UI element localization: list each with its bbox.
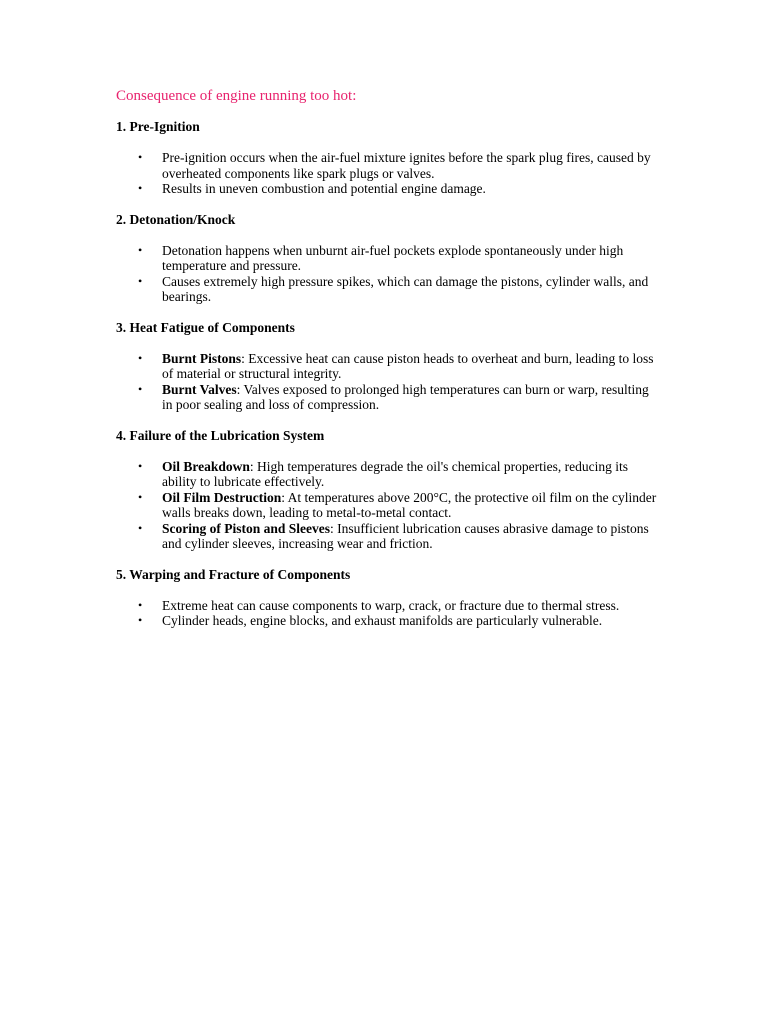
- bullet-icon: •: [138, 273, 143, 288]
- section-pre-ignition: [116, 119, 661, 197]
- list-item: [138, 381, 661, 413]
- list-item: [138, 242, 661, 274]
- section-heading: 4. Failure of the Lubrication System: [116, 427, 325, 443]
- bullet-icon: •: [138, 381, 143, 396]
- bullet-list: [116, 598, 661, 629]
- bullet-icon: •: [138, 181, 143, 195]
- section-heat-fatigue: [116, 320, 661, 413]
- section-detonation-knock: [116, 212, 661, 305]
- bullet-icon: •: [138, 150, 143, 164]
- bullet-icon: •: [138, 597, 143, 612]
- item-text: : Valves exposed to prolonged high temperatures can burn or warp, resulting in poor sealing and loss of compression.: [162, 381, 649, 412]
- list-item: [138, 181, 661, 197]
- list-item: [138, 489, 661, 521]
- bullet-list: [116, 150, 661, 197]
- item-text: Causes extremely high pressure spikes, which can damage the pistons, cylinder walls, and bearings.: [162, 273, 649, 304]
- item-term: Burnt Valves: [162, 381, 237, 397]
- item-text: Cylinder heads, engine blocks, and exhaust manifolds are particularly vulnerable.: [162, 613, 603, 628]
- section-heading: 3. Heat Fatigue of Components: [116, 319, 295, 335]
- list-item: [138, 150, 661, 181]
- item-text: Extreme heat can cause components to warp, crack, or fracture due to thermal stress.: [162, 597, 620, 613]
- list-item: [138, 350, 661, 382]
- section-warping-fracture: [116, 567, 661, 629]
- bullet-icon: •: [138, 520, 143, 535]
- bullet-list: [116, 459, 661, 552]
- bullet-list: [116, 351, 661, 413]
- bullet-icon: •: [138, 613, 143, 627]
- item-term: Scoring of Piston and Sleeves: [162, 520, 331, 536]
- list-item: [138, 613, 661, 629]
- item-term: Oil Breakdown: [162, 458, 250, 474]
- section-heading: 1. Pre-Ignition: [116, 119, 200, 134]
- section-heading: 5. Warping and Fracture of Components: [116, 566, 351, 582]
- list-item: [138, 273, 661, 305]
- item-text: : High temperatures degrade the oil's chemical properties, reducing its ability to lubricate effectively.: [162, 458, 628, 489]
- section-heading: 2. Detonation/Knock: [116, 211, 236, 227]
- section-lubrication-failure: [116, 428, 661, 552]
- bullet-icon: •: [138, 458, 143, 473]
- item-text: : At temperatures above 200°C, the protective oil film on the cylinder walls breaks down, leading to metal-to-metal contact.: [162, 489, 657, 520]
- document-page: [116, 87, 661, 644]
- document-title: Consequence of engine running too hot:: [116, 88, 357, 104]
- item-text: Results in uneven combustion and potential engine damage.: [162, 181, 486, 196]
- item-text: Detonation happens when unburnt air-fuel pockets explode spontaneously under high temperature and pressure.: [162, 242, 624, 273]
- item-text: Pre-ignition occurs when the air-fuel mixture ignites before the spark plug fires, caused by overheated components like spark plugs or valves.: [162, 150, 651, 181]
- item-term: Burnt Pistons: [162, 350, 242, 366]
- bullet-list: [116, 243, 661, 305]
- bullet-icon: •: [138, 489, 143, 504]
- bullet-icon: •: [138, 242, 143, 257]
- item-term: Oil Film Destruction: [162, 489, 282, 505]
- list-item: [138, 520, 661, 552]
- list-item: [138, 458, 661, 490]
- bullet-icon: •: [138, 350, 143, 365]
- item-text: : Insufficient lubrication causes abrasive damage to pistons and cylinder sleeves, increasing wear and friction.: [162, 520, 649, 551]
- list-item: [138, 597, 661, 614]
- item-text: : Excessive heat can cause piston heads to overheat and burn, leading to loss of material or structural integrity.: [162, 350, 654, 381]
